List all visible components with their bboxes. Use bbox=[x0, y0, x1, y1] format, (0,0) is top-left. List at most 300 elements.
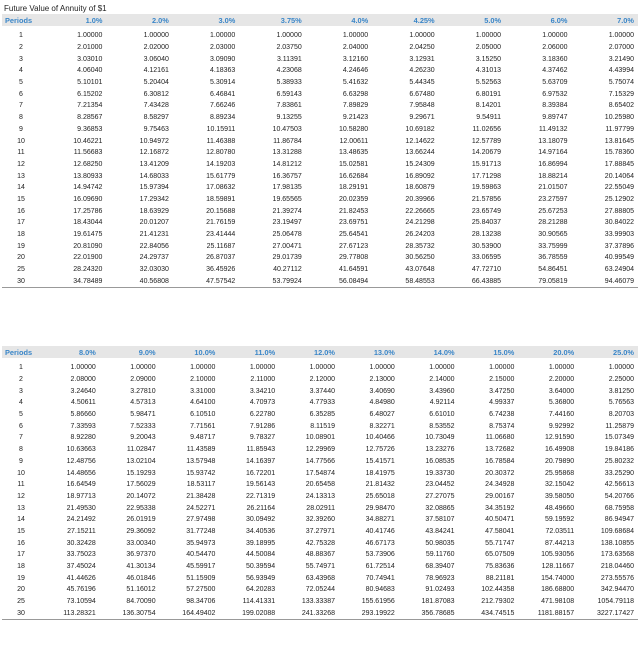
period-cell: 8 bbox=[19, 446, 23, 454]
table-row bbox=[2, 124, 638, 136]
annuity-table-low-rates bbox=[2, 14, 638, 288]
header-row bbox=[2, 346, 638, 358]
rate-header: 8.0% bbox=[40, 346, 100, 358]
period-cell: 6 bbox=[19, 90, 23, 98]
value-cell: 7.66246 bbox=[210, 102, 236, 110]
value-cell: 25.67253 bbox=[538, 207, 568, 215]
value-cell: 5.30914 bbox=[210, 79, 236, 87]
value-cell: 29.01739 bbox=[272, 254, 302, 262]
value-cell: 9.48717 bbox=[190, 434, 216, 442]
value-cell: 5.63709 bbox=[542, 79, 568, 87]
table-row bbox=[2, 194, 638, 206]
value-cell: 8.58297 bbox=[143, 114, 169, 122]
value-cell: 24.29737 bbox=[139, 254, 169, 262]
value-cell: 55.74971 bbox=[305, 563, 335, 571]
value-cell: 14.81212 bbox=[272, 160, 302, 168]
value-cell: 8.28567 bbox=[77, 114, 103, 122]
value-cell: 356.78685 bbox=[399, 607, 459, 619]
value-cell: 66.43885 bbox=[439, 275, 505, 287]
value-cell: 7.21354 bbox=[77, 102, 103, 110]
value-cell: 8.11519 bbox=[310, 422, 335, 430]
value-cell: 4.24646 bbox=[342, 67, 369, 75]
value-cell: 4.31013 bbox=[475, 67, 502, 75]
table-row bbox=[2, 444, 638, 456]
value-cell: 4.99337 bbox=[489, 399, 515, 407]
value-cell: 58.48553 bbox=[372, 275, 438, 287]
value-cell: 15.61779 bbox=[206, 172, 236, 180]
value-cell: 16.49908 bbox=[544, 446, 575, 454]
value-cell: 32.15042 bbox=[544, 481, 575, 489]
value-cell: 56.08494 bbox=[306, 275, 372, 287]
value-cell: 3.27810 bbox=[130, 387, 156, 395]
value-cell: 72.05244 bbox=[305, 586, 335, 594]
table-row bbox=[2, 182, 638, 194]
value-cell: 6.59143 bbox=[276, 90, 302, 98]
value-cell: 3.12160 bbox=[342, 55, 369, 63]
value-cell: 4.50611 bbox=[71, 399, 96, 407]
value-cell: 1.00000 bbox=[342, 32, 369, 40]
value-cell: 19.56143 bbox=[245, 481, 276, 489]
value-cell: 1.00000 bbox=[475, 32, 502, 40]
value-cell: 63.43968 bbox=[305, 574, 335, 582]
value-cell: 2.04250 bbox=[409, 44, 435, 52]
period-cell: 17 bbox=[17, 219, 25, 227]
table-row bbox=[2, 88, 638, 100]
value-cell: 15.97394 bbox=[139, 184, 169, 192]
value-cell: 15.19293 bbox=[126, 469, 156, 477]
rate-header: 4.25% bbox=[372, 14, 438, 26]
table-row bbox=[2, 217, 638, 229]
value-cell: 28.13238 bbox=[471, 231, 502, 239]
value-cell: 8.32271 bbox=[369, 422, 395, 430]
value-cell: 5.76563 bbox=[608, 399, 634, 407]
value-cell: 2.11000 bbox=[250, 376, 276, 384]
value-cell: 41.44626 bbox=[66, 574, 96, 582]
period-cell: 2 bbox=[19, 376, 23, 384]
value-cell: 28.02911 bbox=[306, 504, 335, 512]
value-cell: 2.12000 bbox=[309, 376, 335, 384]
value-cell: 23.04452 bbox=[425, 481, 455, 489]
period-cell: 25 bbox=[17, 598, 25, 606]
value-cell: 13.81645 bbox=[604, 137, 634, 145]
value-cell: 8.39384 bbox=[542, 102, 568, 110]
value-cell: 23.65749 bbox=[471, 207, 502, 215]
value-cell: 6.35285 bbox=[309, 411, 335, 419]
value-cell: 5.20404 bbox=[143, 79, 169, 87]
value-cell: 33.99903 bbox=[604, 231, 634, 239]
value-cell: 7.15329 bbox=[608, 90, 634, 98]
value-cell: 434.74515 bbox=[459, 607, 519, 619]
value-cell: 23.27597 bbox=[538, 195, 568, 203]
table-row bbox=[2, 526, 638, 538]
value-cell: 25.12902 bbox=[604, 195, 634, 203]
value-cell: 6.74238 bbox=[489, 411, 515, 419]
period-cell: 1 bbox=[19, 32, 23, 40]
table-row bbox=[2, 596, 638, 608]
period-cell: 5 bbox=[19, 411, 23, 419]
value-cell: 2.04000 bbox=[342, 44, 369, 52]
value-cell: 9.29671 bbox=[409, 114, 435, 122]
value-cell: 5.52563 bbox=[475, 79, 502, 87]
value-cell: 84.70090 bbox=[126, 598, 156, 606]
value-cell: 65.07509 bbox=[485, 551, 515, 559]
value-cell: 10.15911 bbox=[206, 125, 236, 133]
value-cell: 37.37896 bbox=[604, 242, 634, 250]
value-cell: 23.69751 bbox=[338, 219, 369, 227]
value-cell: 4.77933 bbox=[309, 399, 335, 407]
rate-header: 20.0% bbox=[518, 346, 578, 358]
value-cell: 40.50471 bbox=[485, 516, 515, 524]
table-row bbox=[2, 385, 638, 397]
value-cell: 1.00000 bbox=[309, 364, 335, 372]
table-row bbox=[2, 409, 638, 421]
value-cell: 21.57856 bbox=[471, 195, 502, 203]
value-cell: 114.41331 bbox=[242, 598, 276, 606]
table-row bbox=[2, 264, 638, 276]
value-cell: 33.25290 bbox=[604, 469, 634, 477]
value-cell: 21.41231 bbox=[139, 231, 169, 239]
table-row bbox=[2, 26, 638, 42]
value-cell: 3.47250 bbox=[489, 387, 515, 395]
value-cell: 12.68250 bbox=[73, 160, 103, 168]
value-cell: 12.48756 bbox=[66, 457, 96, 465]
value-cell: 3.03010 bbox=[77, 55, 103, 63]
value-cell: 10.94972 bbox=[139, 137, 169, 145]
value-cell: 32.08865 bbox=[425, 504, 455, 512]
period-cell: 4 bbox=[19, 67, 23, 75]
value-cell: 1.00000 bbox=[210, 32, 236, 40]
value-cell: 10.58280 bbox=[338, 125, 369, 133]
value-cell: 1.00000 bbox=[489, 364, 515, 372]
value-cell: 128.11667 bbox=[541, 563, 575, 571]
value-cell: 3.24640 bbox=[70, 387, 96, 395]
value-cell: 24.21492 bbox=[66, 516, 96, 524]
value-cell: 10.08901 bbox=[305, 434, 335, 442]
table-row bbox=[2, 584, 638, 596]
value-cell: 199.02088 bbox=[219, 607, 279, 619]
value-cell: 40.27112 bbox=[273, 266, 302, 274]
value-cell: 102.44358 bbox=[481, 586, 515, 594]
value-cell: 32.39260 bbox=[305, 516, 335, 524]
value-cell: 34.40536 bbox=[245, 527, 276, 535]
period-cell: 19 bbox=[17, 242, 25, 250]
value-cell: 18.60879 bbox=[405, 184, 435, 192]
value-cell: 8.92280 bbox=[70, 434, 96, 442]
value-cell: 3.18360 bbox=[542, 55, 568, 63]
value-cell: 8.53552 bbox=[429, 422, 455, 430]
value-cell: 36.78559 bbox=[538, 254, 568, 262]
value-cell: 30.56250 bbox=[405, 254, 435, 262]
rate-header: 14.0% bbox=[399, 346, 459, 358]
value-cell: 241.33268 bbox=[279, 607, 339, 619]
value-cell: 29.98470 bbox=[365, 504, 395, 512]
value-cell: 25.84037 bbox=[471, 219, 502, 227]
value-cell: 29.00167 bbox=[485, 492, 515, 500]
table-row bbox=[2, 77, 638, 89]
rate-header: 15.0% bbox=[459, 346, 519, 358]
value-cell: 11.25879 bbox=[605, 422, 634, 430]
value-cell: 6.48027 bbox=[369, 411, 395, 419]
value-cell: 11.85943 bbox=[246, 446, 276, 454]
value-cell: 12.00611 bbox=[339, 137, 369, 145]
value-cell: 22.01900 bbox=[73, 254, 103, 262]
value-cell: 6.22780 bbox=[249, 411, 276, 419]
table-row bbox=[2, 100, 638, 112]
value-cell: 27.15211 bbox=[67, 527, 96, 535]
value-cell: 68.39407 bbox=[425, 563, 455, 571]
value-cell: 33.75999 bbox=[538, 242, 568, 250]
value-cell: 1.00000 bbox=[369, 364, 395, 372]
period-cell: 18 bbox=[17, 563, 25, 571]
periods-header: Periods bbox=[2, 346, 40, 358]
value-cell: 105.93056 bbox=[541, 551, 575, 559]
table-row bbox=[2, 159, 638, 171]
value-cell: 26.01919 bbox=[126, 516, 156, 524]
value-cell: 8.65402 bbox=[608, 102, 634, 110]
period-cell: 1 bbox=[19, 364, 23, 372]
value-cell: 14.77566 bbox=[305, 457, 335, 465]
table-row bbox=[2, 514, 638, 526]
value-cell: 48.88367 bbox=[305, 551, 335, 559]
value-cell: 25.11687 bbox=[206, 242, 236, 250]
table-row bbox=[2, 170, 638, 182]
value-cell: 181.87083 bbox=[421, 598, 455, 606]
value-cell: 36.97370 bbox=[126, 551, 156, 559]
value-cell: 138.10855 bbox=[600, 539, 634, 547]
value-cell: 47.72710 bbox=[471, 266, 502, 274]
value-cell: 11.02656 bbox=[472, 125, 502, 133]
value-cell: 15.93742 bbox=[186, 469, 216, 477]
value-cell: 22.95338 bbox=[126, 504, 156, 512]
value-cell: 1.00000 bbox=[409, 32, 435, 40]
value-cell: 12.80780 bbox=[206, 149, 236, 157]
value-cell: 5.38933 bbox=[276, 79, 302, 87]
value-cell: 51.15909 bbox=[186, 574, 216, 582]
value-cell: 86.94947 bbox=[604, 516, 634, 524]
value-cell: 37.58107 bbox=[425, 516, 455, 524]
value-cell: 20.65458 bbox=[305, 481, 335, 489]
value-cell: 39.18995 bbox=[245, 539, 276, 547]
period-cell: 16 bbox=[17, 207, 25, 215]
value-cell: 3.06040 bbox=[143, 55, 169, 63]
period-cell: 9 bbox=[19, 457, 23, 465]
table-row bbox=[2, 467, 638, 479]
table-row bbox=[2, 537, 638, 549]
value-cell: 218.04460 bbox=[600, 563, 634, 571]
rate-header: 2.0% bbox=[106, 14, 172, 26]
table-row bbox=[2, 374, 638, 386]
rate-header: 1.0% bbox=[40, 14, 106, 26]
value-cell: 11.56683 bbox=[73, 149, 103, 157]
value-cell: 13.18079 bbox=[538, 137, 568, 145]
header-row bbox=[2, 14, 638, 26]
value-cell: 57.27500 bbox=[186, 586, 216, 594]
value-cell: 21.76159 bbox=[206, 219, 236, 227]
value-cell: 21.82453 bbox=[338, 207, 369, 215]
value-cell: 1.00000 bbox=[70, 364, 96, 372]
value-cell: 20.39966 bbox=[405, 195, 435, 203]
value-cell: 26.24203 bbox=[405, 231, 435, 239]
value-cell: 9.20043 bbox=[130, 434, 156, 442]
table-row bbox=[2, 205, 638, 217]
table-row bbox=[2, 572, 638, 584]
value-cell: 7.43428 bbox=[143, 102, 169, 110]
value-cell: 20.15688 bbox=[206, 207, 236, 215]
value-cell: 20.30372 bbox=[485, 469, 515, 477]
period-cell: 12 bbox=[17, 160, 25, 168]
value-cell: 2.13000 bbox=[369, 376, 395, 384]
value-cell: 40.56808 bbox=[106, 275, 172, 287]
period-cell: 17 bbox=[17, 551, 25, 559]
value-cell: 4.23068 bbox=[276, 67, 302, 75]
value-cell: 14.68033 bbox=[139, 172, 169, 180]
rate-header: 11.0% bbox=[219, 346, 279, 358]
value-cell: 41.30134 bbox=[126, 563, 156, 571]
value-cell: 43.07648 bbox=[405, 266, 435, 274]
table-row bbox=[2, 502, 638, 514]
value-cell: 5.86660 bbox=[70, 411, 96, 419]
value-cell: 53.79924 bbox=[239, 275, 305, 287]
value-cell: 59.19592 bbox=[544, 516, 575, 524]
value-cell: 6.63298 bbox=[342, 90, 369, 98]
period-cell: 8 bbox=[19, 114, 23, 122]
value-cell: 29.77808 bbox=[338, 254, 369, 262]
value-cell: 2.03750 bbox=[276, 44, 302, 52]
value-cell: 61.72514 bbox=[365, 563, 395, 571]
value-cell: 70.74941 bbox=[365, 574, 395, 582]
value-cell: 16.62684 bbox=[338, 172, 369, 180]
value-cell: 11.43589 bbox=[186, 446, 216, 454]
period-cell: 20 bbox=[17, 254, 25, 262]
value-cell: 17.54874 bbox=[305, 469, 335, 477]
value-cell: 50.39594 bbox=[245, 563, 276, 571]
value-cell: 13.80933 bbox=[73, 172, 103, 180]
period-cell: 5 bbox=[19, 79, 23, 87]
value-cell: 9.13255 bbox=[276, 114, 302, 122]
value-cell: 4.64100 bbox=[190, 399, 216, 407]
value-cell: 186.68800 bbox=[541, 586, 575, 594]
value-cell: 1.00000 bbox=[608, 32, 634, 40]
value-cell: 11.06680 bbox=[485, 434, 515, 442]
value-cell: 9.75463 bbox=[143, 125, 169, 133]
value-cell: 3.12931 bbox=[409, 55, 435, 63]
value-cell: 20.81090 bbox=[73, 242, 103, 250]
value-cell: 293.19922 bbox=[339, 607, 399, 619]
value-cell: 17.98135 bbox=[272, 184, 302, 192]
value-cell: 45.59917 bbox=[186, 563, 216, 571]
table-row bbox=[2, 252, 638, 264]
value-cell: 17.25786 bbox=[73, 207, 103, 215]
value-cell: 73.10594 bbox=[66, 598, 96, 606]
value-cell: 7.83861 bbox=[276, 102, 302, 110]
value-cell: 2.14000 bbox=[429, 376, 455, 384]
period-cell: 19 bbox=[17, 574, 25, 582]
value-cell: 3.40690 bbox=[369, 387, 395, 395]
value-cell: 9.54911 bbox=[476, 114, 502, 122]
value-cell: 6.15202 bbox=[77, 90, 103, 98]
value-cell: 5.41632 bbox=[342, 79, 369, 87]
table-row bbox=[2, 479, 638, 491]
period-cell: 10 bbox=[17, 469, 25, 477]
rate-header: 4.0% bbox=[306, 14, 372, 26]
value-cell: 7.44160 bbox=[548, 411, 575, 419]
value-cell: 113.28321 bbox=[40, 607, 100, 619]
value-cell: 4.18363 bbox=[210, 67, 236, 75]
table-row bbox=[2, 397, 638, 409]
value-cell: 33.06595 bbox=[471, 254, 502, 262]
value-cell: 3.34210 bbox=[249, 387, 276, 395]
value-cell: 4.70973 bbox=[249, 399, 276, 407]
value-cell: 21.49530 bbox=[66, 504, 96, 512]
value-cell: 11.02847 bbox=[126, 446, 156, 454]
value-cell: 9.21423 bbox=[342, 114, 369, 122]
value-cell: 6.97532 bbox=[542, 90, 568, 98]
table-row bbox=[2, 607, 638, 619]
value-cell: 21.81432 bbox=[365, 481, 395, 489]
value-cell: 94.46079 bbox=[572, 275, 639, 287]
value-cell: 18.63929 bbox=[139, 207, 169, 215]
value-cell: 25.06478 bbox=[272, 231, 302, 239]
value-cell: 4.12161 bbox=[143, 67, 169, 75]
rate-header: 6.0% bbox=[505, 14, 571, 26]
value-cell: 25.64541 bbox=[338, 231, 369, 239]
value-cell: 37.45024 bbox=[66, 563, 96, 571]
value-cell: 7.52333 bbox=[130, 422, 156, 430]
value-cell: 63.24904 bbox=[604, 266, 634, 274]
value-cell: 10.25980 bbox=[604, 114, 634, 122]
period-cell: 11 bbox=[17, 149, 25, 157]
period-cell: 4 bbox=[19, 399, 23, 407]
value-cell: 18.41975 bbox=[365, 469, 395, 477]
value-cell: 273.55576 bbox=[600, 574, 634, 582]
value-cell: 2.01000 bbox=[77, 44, 103, 52]
value-cell: 25.65018 bbox=[365, 492, 395, 500]
period-cell: 16 bbox=[17, 539, 25, 547]
value-cell: 16.08535 bbox=[425, 457, 455, 465]
value-cell: 15.91713 bbox=[471, 160, 502, 168]
table-row bbox=[2, 42, 638, 54]
value-cell: 4.43994 bbox=[608, 67, 634, 75]
rate-header: 10.0% bbox=[160, 346, 220, 358]
value-cell: 1.00000 bbox=[249, 364, 276, 372]
value-cell: 11.46388 bbox=[206, 137, 236, 145]
value-cell: 3.37440 bbox=[309, 387, 335, 395]
value-cell: 80.94683 bbox=[365, 586, 395, 594]
value-cell: 1.00000 bbox=[190, 364, 216, 372]
value-cell: 7.91286 bbox=[249, 422, 276, 430]
period-cell: 7 bbox=[19, 102, 23, 110]
value-cell: 24.13313 bbox=[305, 492, 335, 500]
value-cell: 8.89234 bbox=[210, 114, 236, 122]
value-cell: 51.16012 bbox=[126, 586, 156, 594]
period-cell: 15 bbox=[17, 527, 25, 535]
value-cell: 34.78489 bbox=[40, 275, 106, 287]
value-cell: 13.31288 bbox=[272, 149, 302, 157]
value-cell: 2.03000 bbox=[210, 44, 236, 52]
value-cell: 48.49660 bbox=[544, 504, 575, 512]
value-cell: 31.77248 bbox=[186, 527, 216, 535]
value-cell: 24.34928 bbox=[485, 481, 515, 489]
value-cell: 5.10101 bbox=[77, 79, 103, 87]
value-cell: 3.21490 bbox=[608, 55, 634, 63]
value-cell: 2.10000 bbox=[190, 376, 216, 384]
value-cell: 20.02359 bbox=[338, 195, 369, 203]
value-cell: 11.86784 bbox=[273, 137, 302, 145]
period-cell: 3 bbox=[19, 387, 23, 395]
value-cell: 10.40466 bbox=[365, 434, 395, 442]
value-cell: 23.19497 bbox=[272, 219, 302, 227]
value-cell: 24.21298 bbox=[405, 219, 435, 227]
